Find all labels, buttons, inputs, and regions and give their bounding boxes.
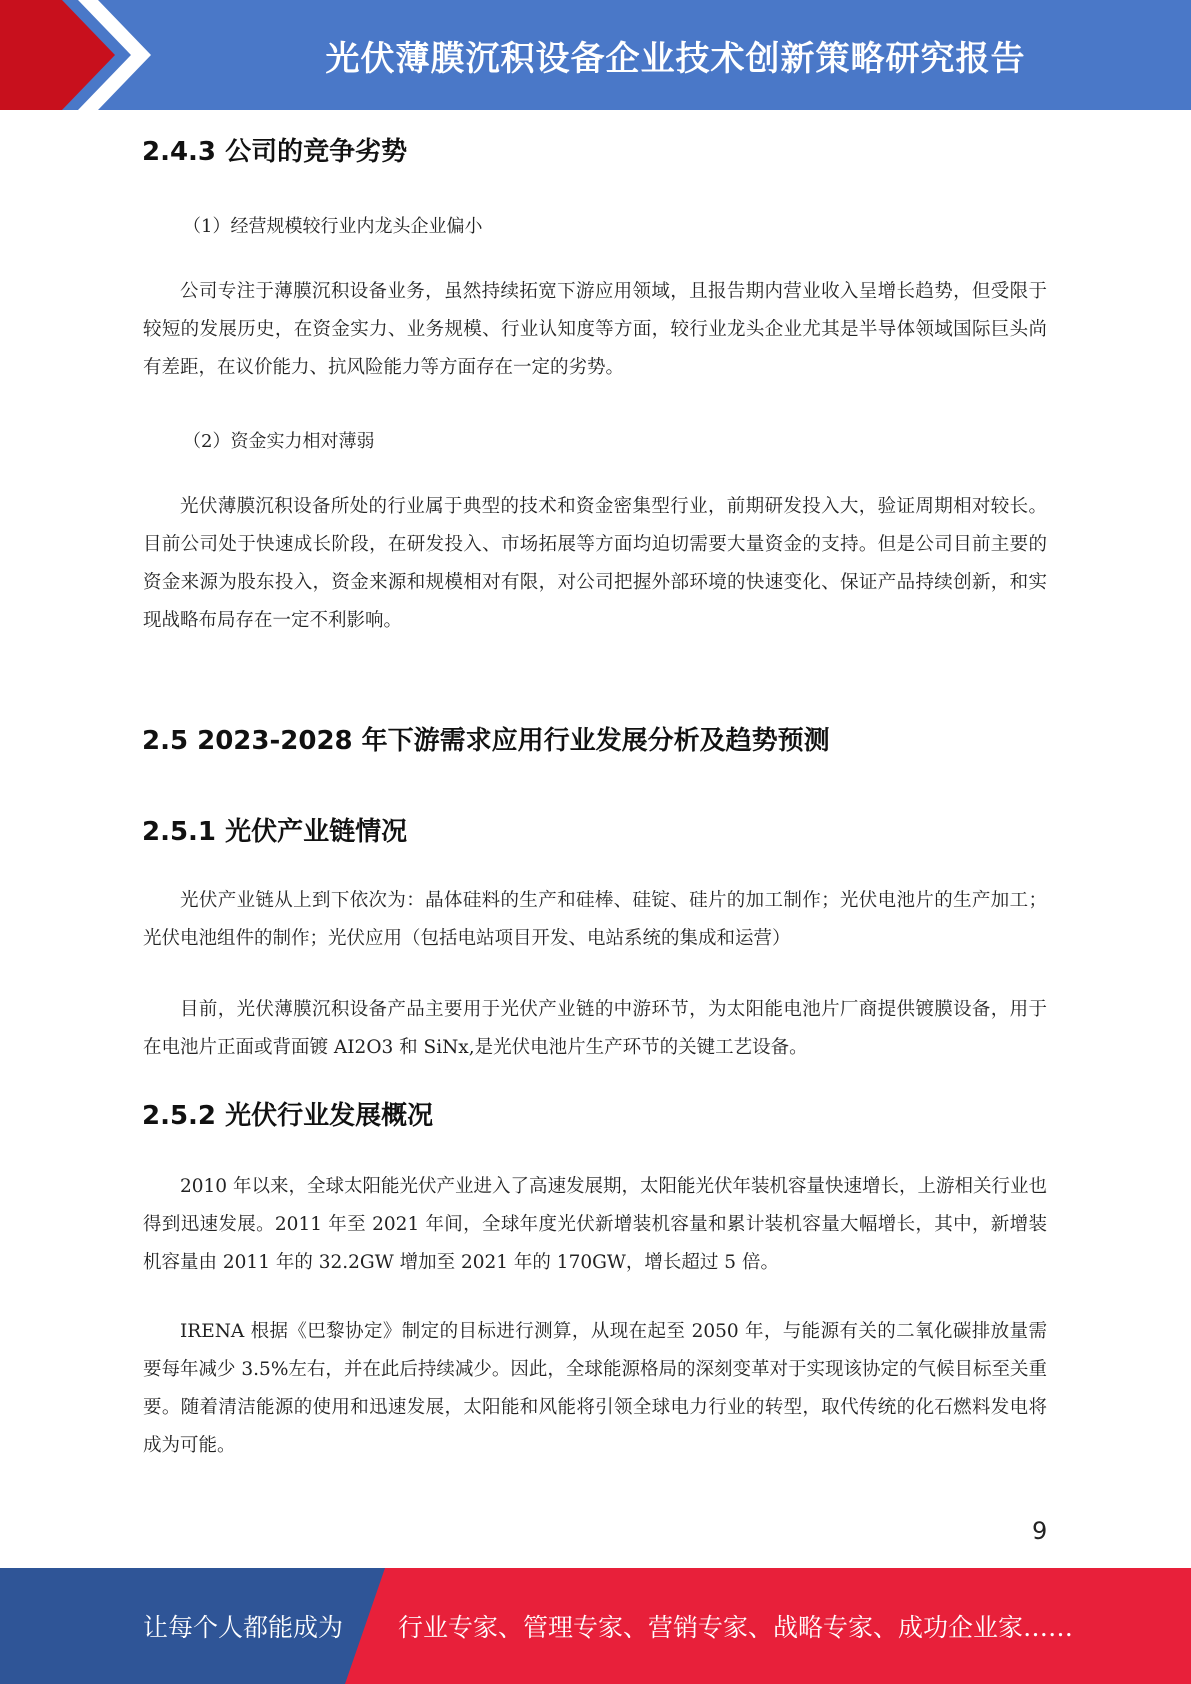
footer-slogan-left: 让每个人都能成为 [143,1613,344,1642]
section-heading-2-5: 2.5 2023-2028 年下游需求应用行业发展分析及趋势预测 [142,726,830,756]
section-heading-2-5-2: 2.5.2 光伏行业发展概况 [142,1101,434,1131]
section-heading-2-4-3: 2.4.3 公司的竞争劣势 [142,137,408,167]
paragraph-industry-chain: 光伏产业链从上到下依次为：晶体硅料的生产和硅棒、硅锭、硅片的加工制作；光伏电池片的生产加工；光伏电池组件的制作；光伏应用（包括电站项目开发、电站系统的集成和运营） [143,890,1047,949]
subheading-scale: （1）经营规模较行业内龙头企业偏小 [183,216,483,237]
paragraph-scale: 公司专注于薄膜沉积设备业务，虽然持续拓宽下游应用领域，且报告期内营业收入呈增长趋势，但受限于较短的发展历史，在资金实力、业务规模、行业认知度等方面，较行业龙头企业尤其是半导体领域国际巨头尚有差距，在议价能力、抗风险能力等方面存在一定的劣势。 [143,281,1047,378]
header-arrow-decoration [0,0,160,110]
subheading-funding: （2）资金实力相对薄弱 [183,431,375,452]
paragraph-funding: 光伏薄膜沉积设备所处的行业属于典型的技术和资金密集型行业，前期研发投入大，验证周期相对较长。目前公司处于快速成长阶段，在研发投入、市场拓展等方面均迫切需要大量资金的支持。但是公司目前主要的资金来源为股东投入，资金来源和规模相对有限，对公司把握外部环境的快速变化、保证产品持续创新，和实现战略布局存在一定不利影响。 [143,496,1047,631]
paragraph-industry-growth: 2010 年以来，全球太阳能光伏产业进入了高速发展期，太阳能光伏年装机容量快速增长，上游相关行业也得到迅速发展。2011 年至 2021 年间，全球年度光伏新增装机容量和累计装机容量大幅增长，其中，新增装机容量由 2011 年的 32.2GW 增加至 2021 年的 170GW，增长超过 5 倍。 [143,1176,1047,1273]
section-heading-2-5-1: 2.5.1 光伏产业链情况 [142,817,408,847]
report-header [0,0,1191,110]
page-number: 9 [1032,1517,1048,1545]
report-title: 光伏薄膜沉积设备企业技术创新策略研究报告 [325,38,1026,79]
footer-slogan-right: 行业专家、管理专家、营销专家、战略专家、成功企业家…… [398,1613,1074,1642]
paragraph-equipment-usage: 目前，光伏薄膜沉积设备产品主要用于光伏产业链的中游环节，为太阳能电池片厂商提供镀膜设备，用于在电池片正面或背面镀 AI2O3 和 SiNx,是光伏电池片生产环节的关键工艺设备。 [143,999,1047,1058]
paragraph-irena: IRENA 根据《巴黎协定》制定的目标进行测算，从现在起至 2050 年，与能源有关的二氧化碳排放量需要每年减少 3.5%左右，并在此后持续减少。因此，全球能源格局的深刻变革对于实现该协定的气候目标至关重要。随着清洁能源的使用和迅速发展，太阳能和风能将引领全球电力行业的转型，取代传统的化石燃料发电将成为可能。 [143,1321,1047,1456]
report-footer [0,1568,1191,1684]
